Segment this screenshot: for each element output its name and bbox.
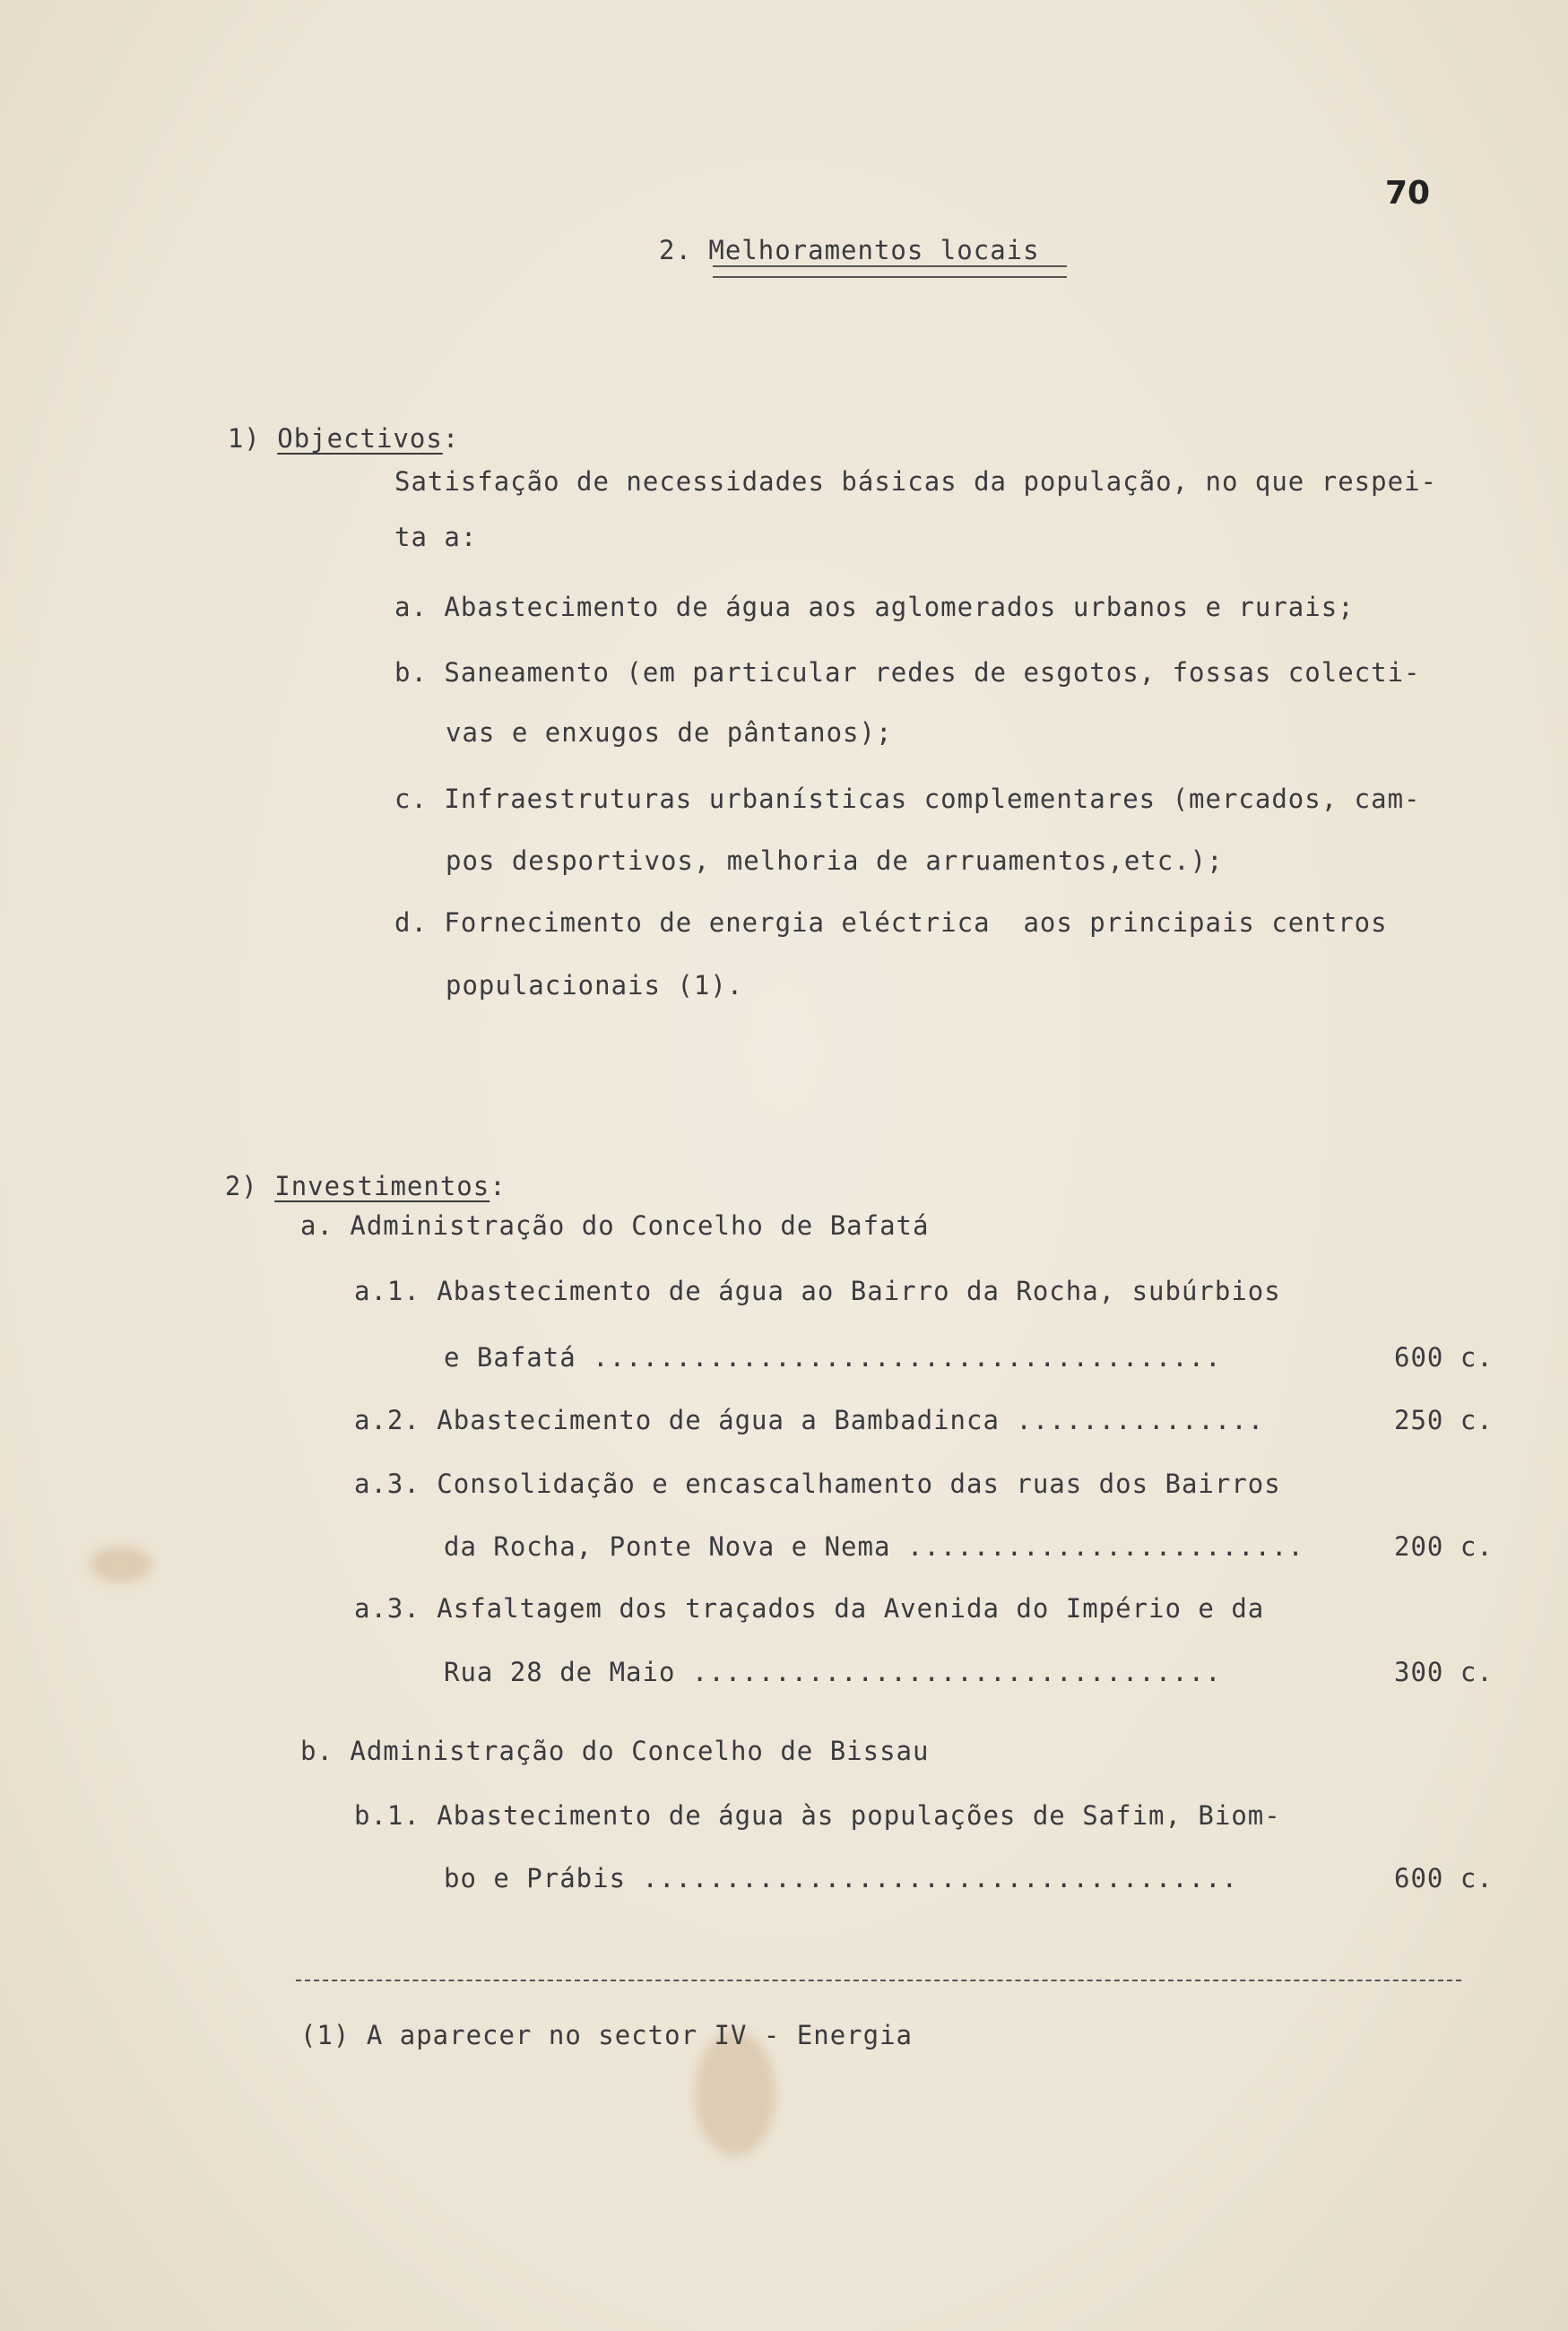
item-a3-line1: a.3. Consolidação e encascalhamento das ruas dos Bairros bbox=[354, 1469, 1281, 1499]
footnote-separator bbox=[296, 1980, 1461, 1981]
item-a1-amount: 600 c. bbox=[1394, 1342, 1494, 1373]
item-a3-amount: 200 c. bbox=[1394, 1531, 1494, 1562]
title-double-underline bbox=[713, 265, 1067, 278]
objective-item-c: c. Infraestruturas urbanísticas complementares (mercados, cam- bbox=[394, 784, 1421, 814]
stain-mark bbox=[90, 1547, 152, 1582]
section-b-title: b. Administração do Concelho de Bissau bbox=[300, 1736, 930, 1766]
objective-item-c-cont: pos desportivos, melhoria de arruamentos,etc.); bbox=[446, 845, 1224, 876]
item-b1-line2: bo e Prábis .................................... bbox=[444, 1863, 1239, 1893]
investments-heading-label: Investimentos bbox=[274, 1171, 490, 1201]
section-title: 2. Melhoramentos locais bbox=[659, 235, 1040, 265]
item-a2-amount: 250 c. bbox=[1394, 1405, 1494, 1435]
objectives-heading-label: Objectivos bbox=[277, 423, 443, 454]
item-a3b-amount: 300 c. bbox=[1394, 1657, 1494, 1687]
objectives-intro-line2: ta a: bbox=[394, 522, 478, 552]
objective-item-b-cont: vas e enxugos de pântanos); bbox=[446, 717, 893, 748]
item-a1-line1: a.1. Abastecimento de água ao Bairro da Rocha, subúrbios bbox=[354, 1276, 1281, 1306]
item-a3b-line2: Rua 28 de Maio ................................ bbox=[444, 1657, 1222, 1687]
page-number: 70 bbox=[1385, 175, 1431, 212]
objectives-heading-colon: : bbox=[442, 423, 460, 454]
objectives-heading-number: 1) bbox=[227, 423, 261, 454]
item-b1-line1: b.1. Abastecimento de água às populações de Safim, Biom- bbox=[354, 1800, 1281, 1831]
section-a-title: a. Administração do Concelho de Bafatá bbox=[300, 1210, 930, 1241]
investments-heading-number: 2) bbox=[224, 1171, 258, 1201]
item-a3-line2: da Rocha, Ponte Nova e Nema ........................ bbox=[444, 1531, 1304, 1562]
objective-item-b: b. Saneamento (em particular redes de esgotos, fossas colecti- bbox=[394, 657, 1421, 688]
item-a3b-line1: a.3. Asfaltagem dos traçados da Avenida do Império e da bbox=[354, 1593, 1265, 1624]
objective-item-d: d. Fornecimento de energia eléctrica aos principais centros bbox=[394, 907, 1388, 938]
objective-item-d-cont: populacionais (1). bbox=[446, 970, 744, 1001]
footnote: (1) A aparecer no sector IV - Energia bbox=[300, 2020, 914, 2050]
item-b1-amount: 600 c. bbox=[1394, 1863, 1494, 1893]
objectives-intro-line1: Satisfação de necessidades básicas da população, no que respei- bbox=[394, 466, 1437, 497]
item-a1-line2: e Bafatá ...................................... bbox=[444, 1342, 1222, 1373]
item-a2-line1: a.2. Abastecimento de água a Bambadinca ............... bbox=[354, 1405, 1265, 1435]
investments-heading-colon: : bbox=[489, 1171, 507, 1201]
objective-item-a: a. Abastecimento de água aos aglomerados urbanos e rurais; bbox=[394, 592, 1355, 622]
